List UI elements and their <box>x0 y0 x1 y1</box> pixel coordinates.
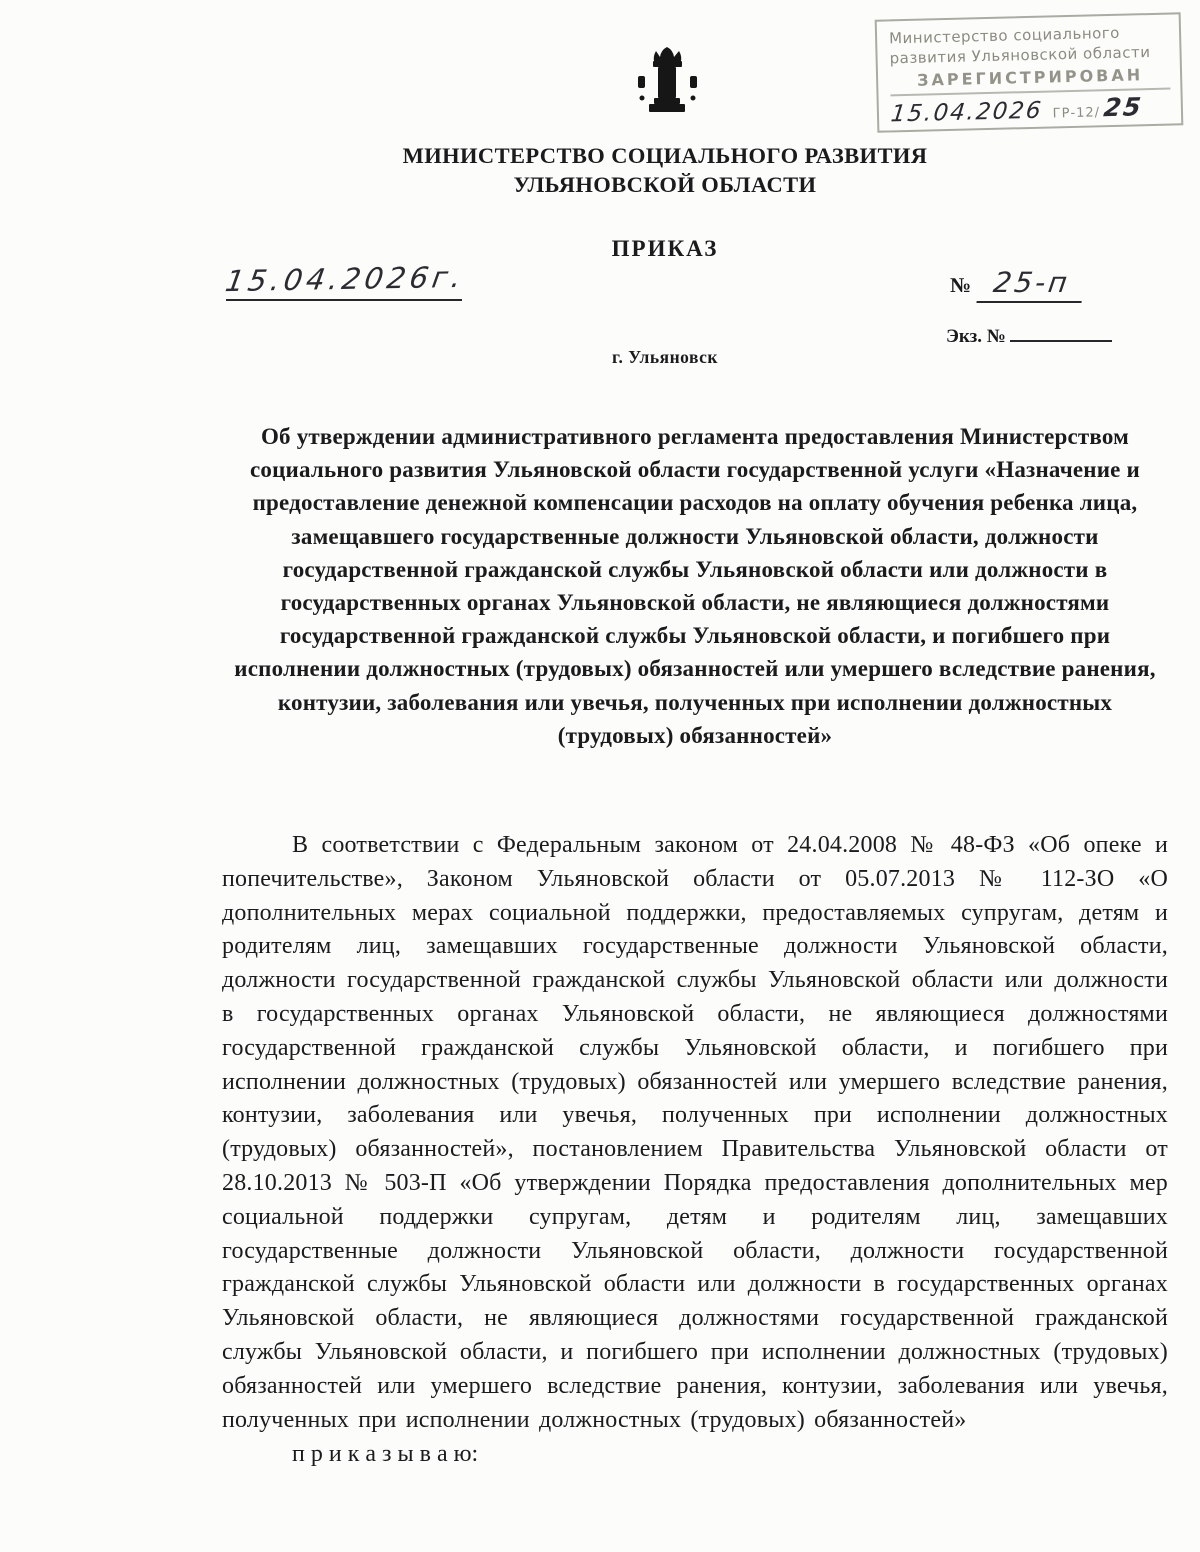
number-sign-label: № <box>950 273 972 297</box>
ministry-name-line2: УЛЬЯНОВСКОЙ ОБЛАСТИ <box>513 172 817 197</box>
order-number-field <box>950 266 1084 303</box>
order-date-field <box>222 259 468 301</box>
order-date-handwritten: 15.04.2026г. <box>222 259 468 299</box>
document-type-heading: ПРИКАЗ <box>611 236 719 261</box>
copy-number-field <box>946 322 1112 348</box>
order-verb: п р и к а з ы в а ю: <box>292 1441 479 1468</box>
preamble-paragraph: В соответствии с Федеральным законом от 24.04.2008 № 48-ФЗ «Об опеке и попечительстве», Законом Ульяновской области от 05.07.2013 № 112-ЗО «О дополнительных мерах социальной поддержки, предоставляемых супругам, детям и родителям лиц, замещавших государственные должности Ульяновской области, должности государственной гражданской службы Ульяновской области или должности в государственных органах Ульяновской области, не являющиеся должностями государственной гражданской службы Ульяновской области, и погибшего при исполнении должностных (трудовых) обязанностей или умершего вследствие ранения, контузии, заболевания или увечья, полученных при исполнении должностных (трудовых) обязанностей», постановлением Правительства Ульяновской области от 28.10.2013 № 503-П «Об утверждении Порядка предоставления дополнительных мер социальной поддержки супругам, детям и родителям лиц, замещавших государственные должности Ульяновской области, должности государственной гражданской службы Ульяновской области или должности в государственных органах Ульяновской области, не являющиеся должностями государственной гражданской службы Ульяновской области, и погибшего при исполнении должностных (трудовых) обязанностей или умершего вследствие ранения, контузии, заболевания или увечья, полученных при исполнении должностных (трудовых) обязанностей» <box>222 832 1168 1433</box>
order-number-handwritten: 25-п <box>977 266 1087 303</box>
registration-stamp <box>875 12 1184 132</box>
city-label: г. Ульяновск <box>611 347 719 367</box>
stamp-registered-label: ЗАРЕГИСТРИРОВАН <box>916 65 1144 90</box>
order-body <box>222 829 1168 1472</box>
stamp-org-line2: развития Ульяновской области <box>889 43 1151 68</box>
stamp-date-handwritten: 15.04.2026 <box>889 97 1045 128</box>
order-title: Об утверждении административного регламента предоставления Министерством социального развития Ульяновской области государственной услуги «Назначение и предоставление денежной компенсации расходов на оплату обучения ребенка лица, замещавшего государственные должности Ульяновской области, должности государственной гражданской службы Ульяновской области или должности в государственных органах Ульяновской области, не являющиеся должностями государственной гражданской службы Ульяновской области, и погибшего при исполнении должностных (трудовых) обязанностей или умершего вследствие ранения, контузии, заболевания или увечья, полученных при исполнении должностных (трудовых) обязанностей» <box>234 424 1156 748</box>
copy-number-blank-line <box>1010 322 1112 342</box>
ministry-name-line1: МИНИСТЕРСТВО СОЦИАЛЬНОГО РАЗВИТИЯ <box>402 143 928 168</box>
copy-number-label: Экз. № <box>946 325 1006 347</box>
stamp-date-row <box>890 88 1171 131</box>
stamp-number-handwritten: 25 <box>1102 92 1145 123</box>
column-crown-emblem-graphic <box>630 42 706 122</box>
stamp-org-line1: Министерство социального <box>888 23 1121 48</box>
stamp-number-prefix: ГР-12/ <box>1052 105 1101 122</box>
coat-of-arms-emblem <box>630 42 706 122</box>
ministry-heading <box>190 141 1140 199</box>
